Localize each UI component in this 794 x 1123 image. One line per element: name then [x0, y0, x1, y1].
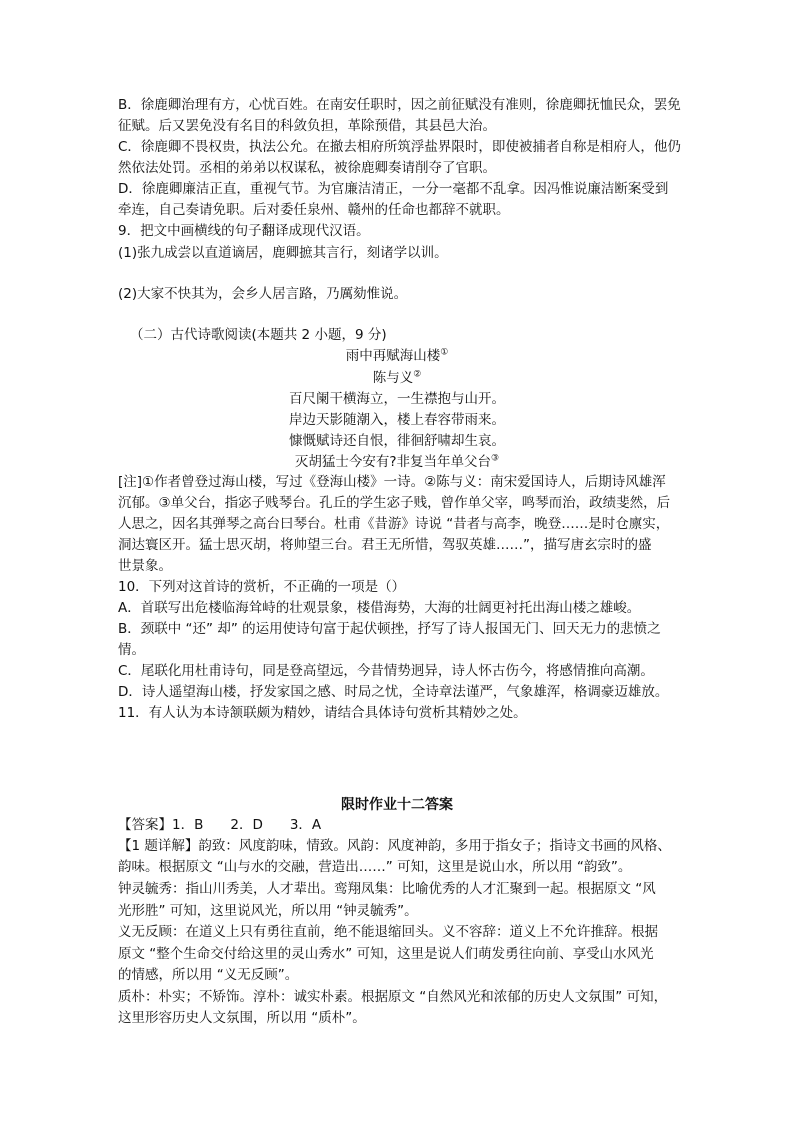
poem-notes-line-1: [注]①作者曾登过海山楼，写过《登海山楼》一诗。②陈与义：南宋爱国诗人，后期诗风雄浑 — [118, 474, 666, 490]
choice-c-line2: 然依法处罚。丞相的弟弟以权谋私，被徐鹿卿奏请削夺了官职。 — [118, 160, 496, 176]
answers-title: 限时作业十二答案 — [341, 797, 453, 813]
question-9-sentence-1: (1)张九成尝以直道谪居，鹿卿摭其言行，刻诸学以训。 — [118, 245, 448, 261]
choice-b-line1: B．徐鹿卿治理有方，心忧百姓。在南安任职时，因之前征赋没有准则，徐鹿卿抚恤民众，罢免 — [118, 97, 681, 113]
poem-notes-line-5: 世景象。 — [118, 558, 172, 574]
poem-author: 陈与义② — [372, 369, 422, 386]
poem-notes-line-4: 洞达寰区开。猛士思灭胡，将帅望三台。君王无所惜，驾驭英雄……”，描写唐玄宗时的盛 — [118, 537, 652, 553]
answer-explanation-line-2: 韵味。根据原文 “山与水的交融，营造出……” 可知，这里是说山水，所以用 “韵致”。 — [118, 859, 632, 875]
choice-b-line2: 征赋。后又罢免没有名目的科敛负担，革除预借，其县邑大治。 — [118, 118, 496, 134]
poem-author-note-mark: ② — [413, 369, 422, 380]
poem-line-1: 百尺阑干横海立，一生襟抱与山开。 — [289, 391, 505, 407]
answer-explanation-line-4: 光形胜” 可知，这里说风光，所以用 “钟灵毓秀”。 — [118, 903, 418, 919]
answer-explanation-line-6: 原文 “整个生命交付给这里的灵山秀水” 可知，这里是说人们萌发勇往向前、享受山水风光 — [118, 946, 654, 962]
question-9-stem: 9．把文中画横线的句子翻译成现代汉语。 — [118, 223, 370, 239]
poem-line-4-note-mark: ③ — [491, 453, 500, 464]
poem-title-note-mark: ① — [440, 347, 449, 358]
poem-section-heading: （二）古代诗歌阅读(本题共 2 小题，9 分) — [130, 327, 387, 343]
poem-notes-line-3: 人思之，因名其弹琴之高台曰琴台。杜甫《昔游》诗说 “昔者与高李，晚登……是时仓廪实， — [118, 516, 670, 532]
question-10-choice-b-line2: 情。 — [118, 642, 145, 658]
question-10-choice-c: C．尾联化用杜甫诗句，同是登高望远，今昔情势迥异，诗人怀古伤今，将感情推向高潮。 — [118, 663, 654, 679]
answers-key: 【答案】1．B 2．D 3．A — [118, 817, 322, 833]
answer-explanation-line-3: 钟灵毓秀：指山川秀美，人才辈出。鸾翔凤集：比喻优秀的人才汇聚到一起。根据原文 “风 — [118, 881, 656, 897]
answer-explanation-line-8: 质朴：朴实；不矫饰。淳朴：诚实朴素。根据原文 “自然风光和浓郁的历史人文氛围” 可知， — [118, 989, 668, 1005]
answer-explanation-line-7: 的情感，所以用 “义无反顾”。 — [118, 967, 299, 983]
choice-d-line2: 牵连，自己奏请免职。后对委任泉州、赣州的任命也都辞不就职。 — [118, 202, 510, 218]
poem-notes-line-2: 沉郁。③单父台，指宓子贱琴台。孔丘的学生宓子贱，曾作单父宰，鸣琴而治，政绩斐然，后 — [118, 495, 671, 511]
answer-explanation-line-1: 【1 题详解】韵致：风度韵味，情致。风韵：风度神韵，多用于指女子；指诗文书画的风格、 — [118, 838, 671, 854]
poem-line-3: 慷慨赋诗还自恨，徘徊舒啸却生哀。 — [289, 433, 505, 449]
question-9-sentence-2: (2)大家不快其为，会乡人居言路，乃厲劾惟说。 — [118, 286, 408, 302]
poem-line-4: 灭胡猛士今安有?非复当年单父台③ — [294, 453, 500, 470]
poem-title: 雨中再赋海山楼① — [345, 347, 449, 364]
question-10-stem: 10．下列对这首诗的赏析，不正确的一项是（） — [118, 579, 406, 595]
choice-c-line1: C．徐鹿卿不畏权贵，执法公允。在撤去相府所筑浮盐界限时，即使被捕者自称是相府人，他仍 — [118, 139, 681, 155]
answer-explanation-line-5: 义无反顾：在道义上只有勇往直前，绝不能退缩回头。义不容辞：道义上不允许推辞。根据 — [118, 924, 658, 940]
question-10-choice-d: D．诗人遥望海山楼，抒发家国之感、时局之忧，全诗章法谨严，气象雄浑，格调豪迈雄放。 — [118, 684, 669, 700]
poem-line-2: 岸边天影随潮入，楼上春容带雨来。 — [289, 412, 505, 428]
question-11-stem: 11．有人认为本诗颔联颇为精妙，请结合具体诗句赏析其精妙之处。 — [118, 705, 527, 721]
answer-explanation-line-9: 这里形容历史人文氛围，所以用 “质朴”。 — [118, 1010, 366, 1026]
question-10-choice-b-line1: B．颈联中 “还” 却” 的运用使诗句富于起伏顿挫，抒写了诗人报国无门、回天无力的悲愤之 — [118, 621, 661, 637]
question-10-choice-a: A．首联写出危楼临海耸峙的壮观景象，楼借海势，大海的壮阔更衬托出海山楼之雄峻。 — [118, 600, 641, 616]
choice-d-line1: D．徐鹿卿廉洁正直，重视气节。为官廉洁清正，一分一毫都不乱拿。因冯惟说廉洁断案受到 — [118, 181, 669, 197]
